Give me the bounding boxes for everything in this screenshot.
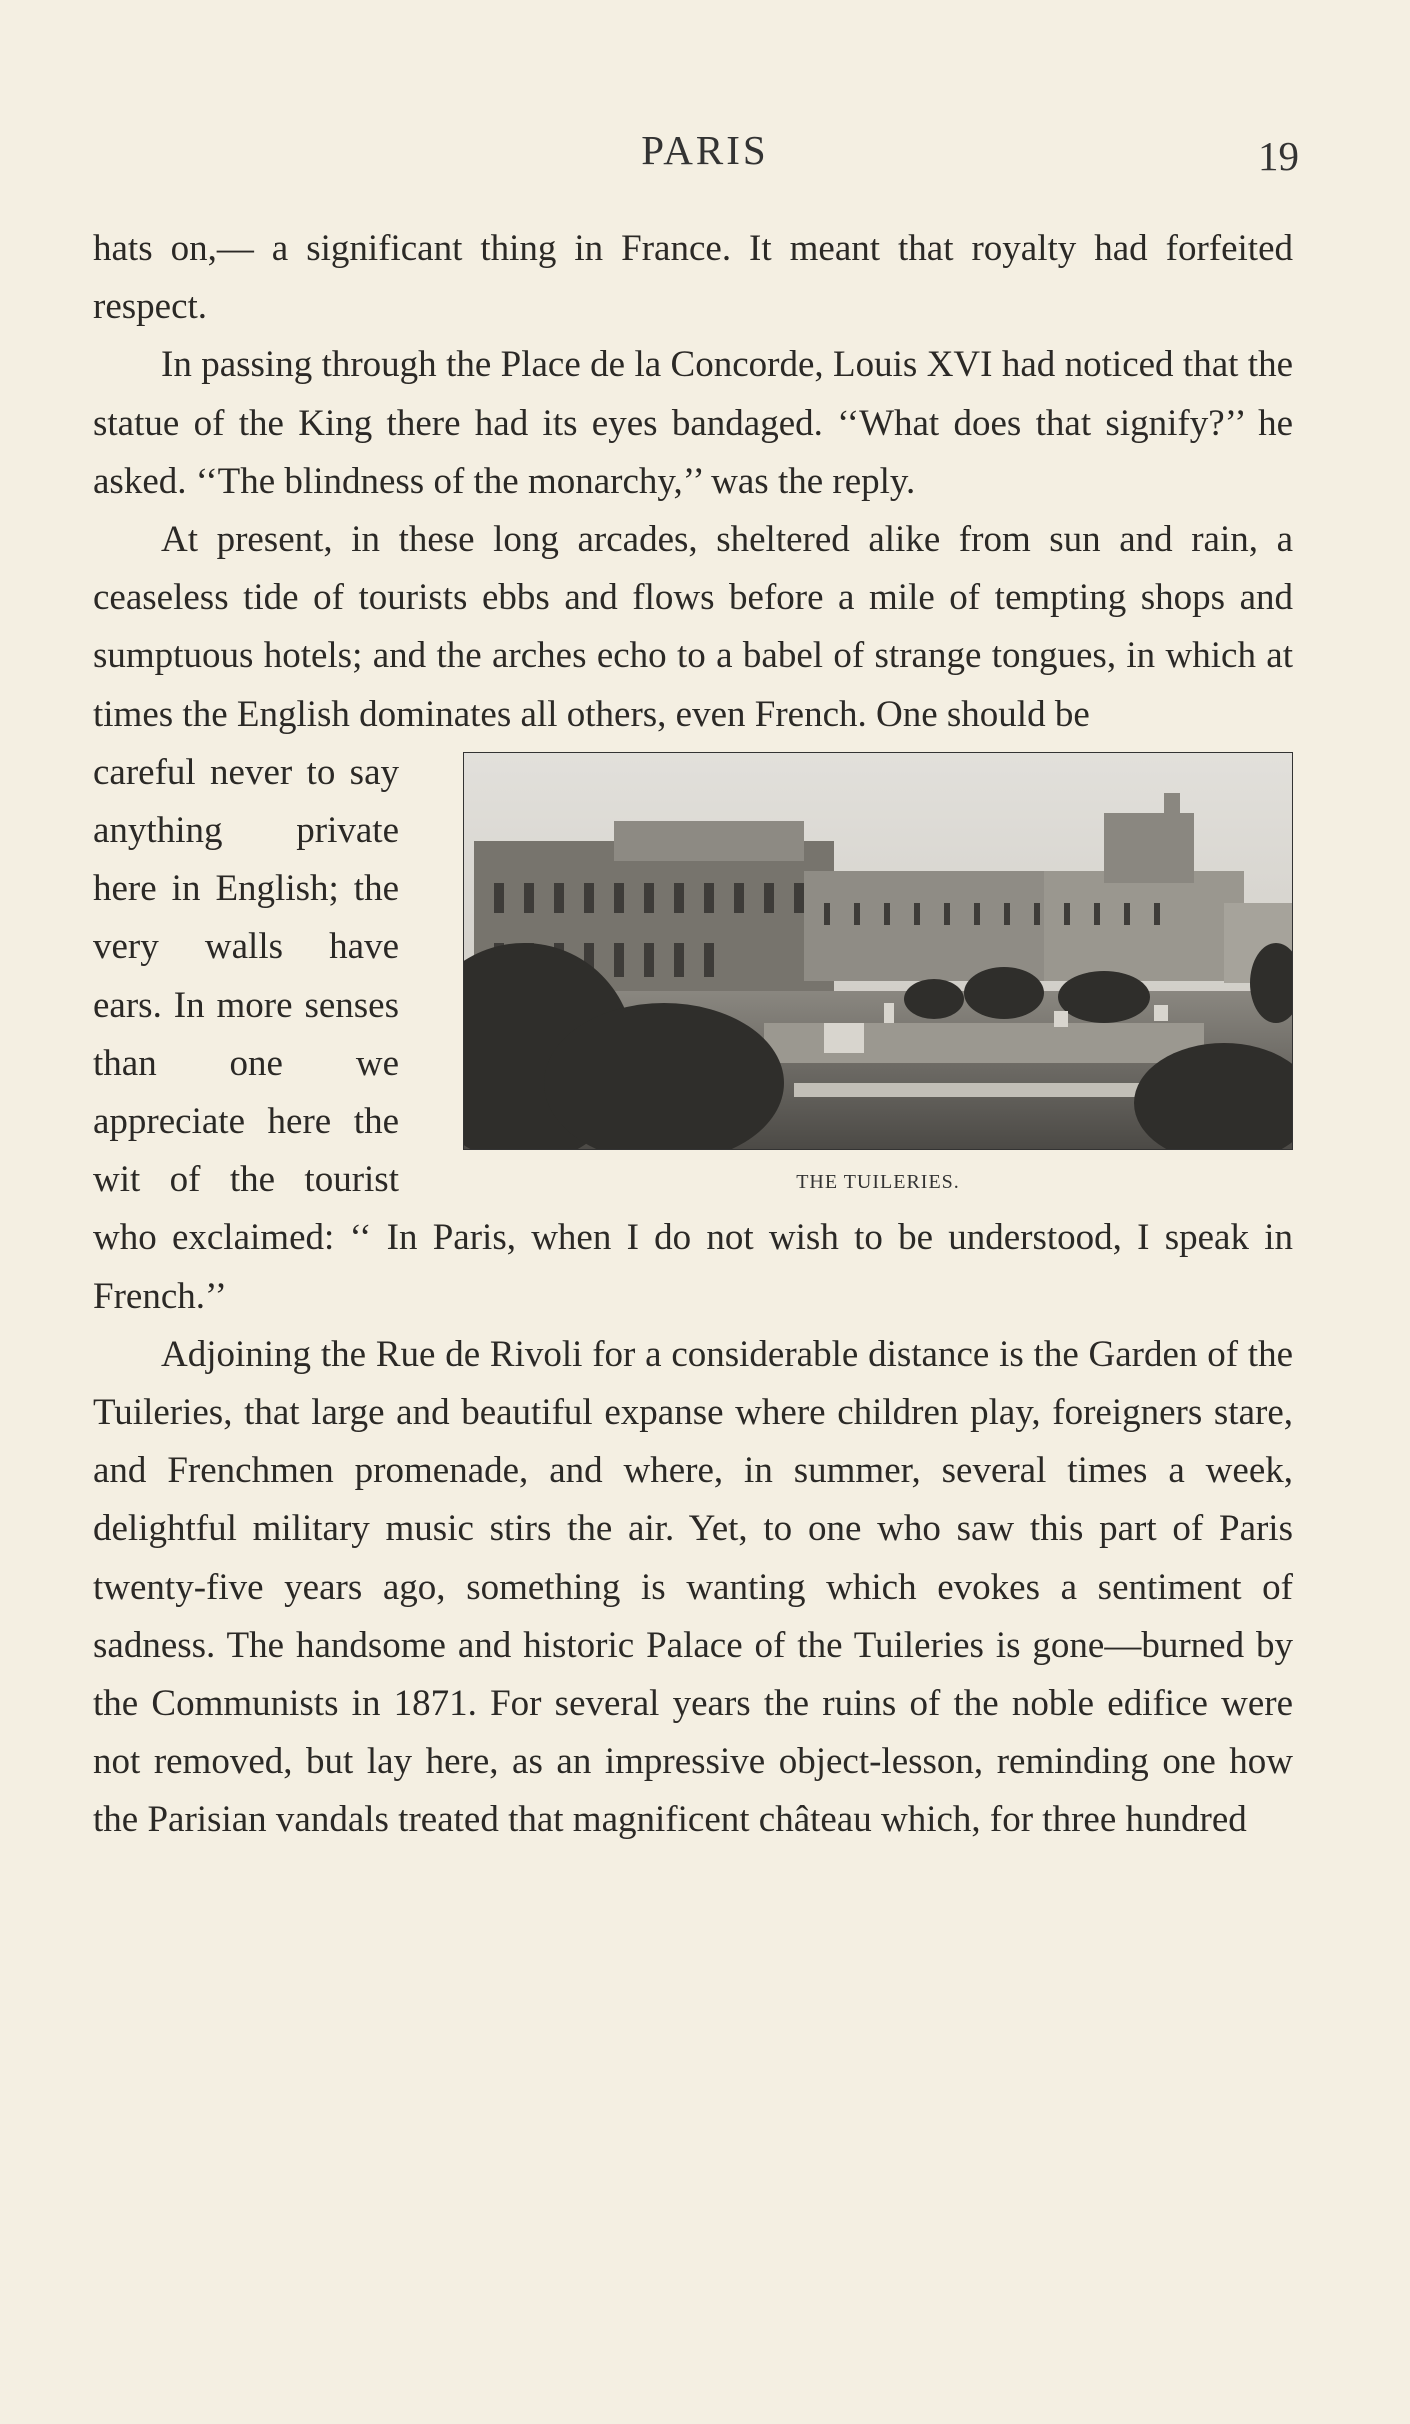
paragraph: careful never to say anything private here in English; the very walls have ears. In more senses than one we appreciate here the wit of the tourist who exclaimed: ‘‘ In Paris, when I do not wish to be understood, I speak in French.’’ xyxy=(93,751,1293,1317)
paragraph: In passing through the Place de la Concorde, Louis XVI had noticed that the statue of the King there had its eyes bandaged. ‘‘What does that signify?’’ he asked. ‘‘The blindness of the monarchy,’’ was the reply. xyxy=(93,344,1293,502)
figure-tuileries xyxy=(463,752,1293,1194)
figure-caption: THE TUILERIES. xyxy=(796,1170,960,1193)
tuileries-photo xyxy=(463,752,1293,1150)
page-number: 19 xyxy=(1258,133,1299,179)
body-text xyxy=(93,220,1293,1850)
paragraph: At present, in these long arcades, sheltered alike from sun and rain, a ceaseless tide of tourists ebbs and flows before a mile of tempting shops and sumptuous hotels; and the arches echo to a babel of strange tongues, in which at times the English dominates all others, even French. One should be xyxy=(93,519,1293,735)
running-title: PARIS xyxy=(641,127,769,173)
paragraph: Adjoining the Rue de Rivoli for a considerable distance is the Garden of the Tuileries, that large and beautiful expanse where children play, foreigners stare, and Frenchmen promenade, and where, in summer, several times a week, delightful military music stirs the air. Yet, to one who saw this part of Paris twenty-five years ago, something is wanting which evokes a sentiment of sadness. The handsome and historic Palace of the Tuileries is gone—burned by the Communists in 1871. For several years the ruins of the noble edifice were not removed, but lay here, as an impressive object-lesson, reminding one how the Parisian vandals treated that magnificent château which, for three hundred xyxy=(93,1333,1293,1841)
paragraph: hats on,— a significant thing in France. It meant that royalty had forfeited respect. xyxy=(93,228,1293,328)
